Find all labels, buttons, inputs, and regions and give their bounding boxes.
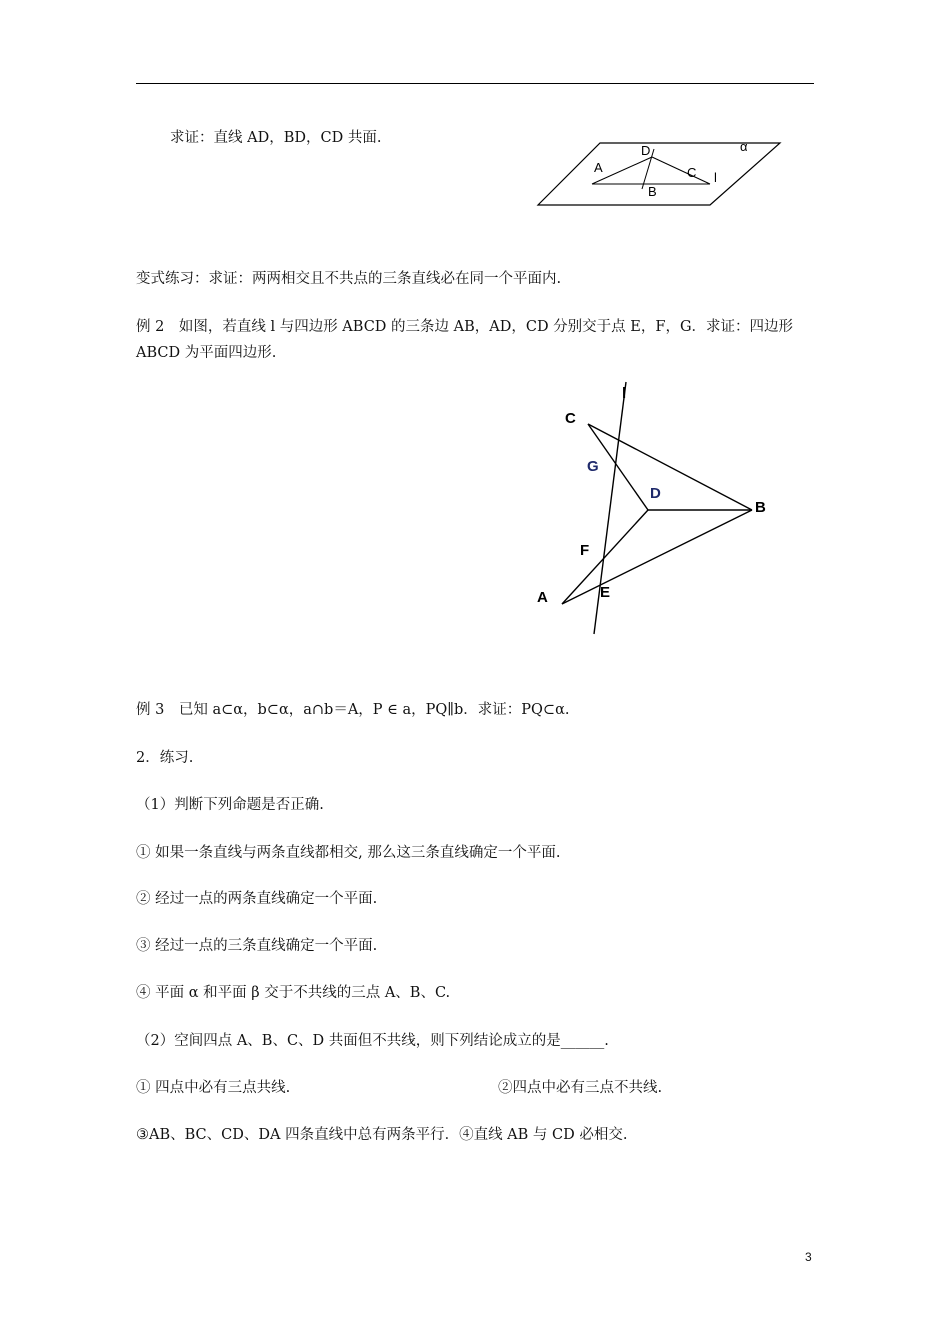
question-1: （1）判断下列命题是否正确. (136, 797, 324, 813)
question-1-item-1: ① 如果一条直线与两条直线都相交, 那么这三条直线确定一个平面. (136, 845, 561, 861)
label-a: A (537, 589, 548, 606)
question-2: （2）空间四点 A、B、C、D 共面但不共线，则下列结论成立的是______. (136, 1033, 609, 1049)
label-l: l (622, 385, 627, 402)
section-exercise: 2．练习. (136, 750, 194, 766)
question-1-item-2: ② 经过一点的两条直线确定一个平面. (136, 891, 378, 907)
label-d: D (650, 485, 661, 502)
label-l: l (714, 170, 717, 185)
label-b: B (755, 499, 766, 516)
label-g: G (587, 458, 599, 475)
question-2-option-2: ②四点中必有三点不共线. (498, 1080, 663, 1096)
question-2-options-3-4: ③AB、BC、CD、DA 四条直线中总有两条平行．④直线 AB 与 CD 必相交. (136, 1127, 628, 1143)
question-1-item-3: ③ 经过一点的三条直线确定一个平面. (136, 938, 378, 954)
example-2-line1: 例 2 如图，若直线 l 与四边形 ABCD 的三条边 AB，AD，CD 分别交于点 E，F，G．求证：四边形 (136, 319, 794, 335)
example-2-line2: ABCD 为平面四边形. (136, 345, 277, 361)
variant-exercise: 变式练习：求证：两两相交且不共点的三条直线必在同一个平面内. (136, 271, 562, 287)
label-c: C (687, 165, 697, 180)
figure-quadrilateral (530, 378, 780, 640)
line-cd (652, 157, 710, 184)
label-e: E (600, 584, 611, 601)
label-a: A (594, 160, 603, 175)
page-number: 3 (805, 1250, 812, 1264)
question-1-item-4: ④ 平面 α 和平面 β 交于不共线的三点 A、B、C. (136, 985, 451, 1001)
edge-ab (562, 510, 752, 604)
label-alpha: α (740, 139, 748, 154)
figure-plane-lines (530, 135, 790, 215)
label-f: F (580, 542, 590, 559)
label-c: C (565, 410, 576, 427)
proof-statement: 求证：直线 AD，BD，CD 共面. (170, 130, 382, 146)
label-b: B (648, 184, 657, 199)
question-2-option-1: ① 四点中必有三点共线. (136, 1080, 291, 1096)
label-d: D (641, 143, 651, 158)
example-3: 例 3 已知 a⊂α，b⊂α，a∩b＝A，P ∈ a，PQ∥b．求证：PQ⊂α. (136, 702, 570, 718)
header-rule (136, 83, 814, 84)
edge-cb (588, 424, 752, 510)
